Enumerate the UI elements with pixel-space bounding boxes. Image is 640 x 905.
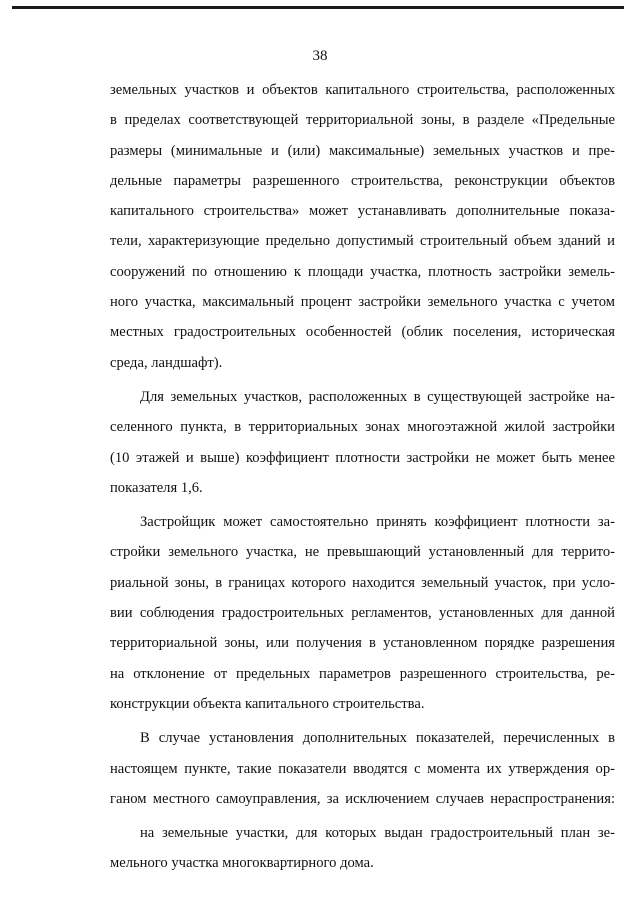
text-line: селенного пункта, в территориальных зонах многоэтажной жилой застройки [110, 419, 615, 436]
text-line: местных градостроительных особенностей (облик поселения, историческая [110, 324, 615, 341]
text-line: капитального строительства» может устанавливать дополнительные показа- [110, 203, 615, 220]
text-line: размеры (минимальные и (или) максимальные) земельных участков и пре- [110, 142, 615, 159]
text-line: земельных участков и объектов капитального строительства, расположенных [110, 82, 615, 98]
text-line: Для земельных участков, расположенных в существующей застройке на- [140, 388, 615, 405]
text-line: на земельные участки, для которых выдан градостроительный план зе- [140, 825, 615, 842]
text-line: сооружений по отношению к площади участка, плотность застройки земель- [110, 263, 615, 280]
paragraph-4 [110, 728, 615, 819]
text-line: ного участка, максимальный процент застройки земельного участка с учетом [110, 294, 615, 311]
text-line: риальной зоны, в границах которого находится земельный участок, при усло- [110, 574, 615, 591]
text-line: среда, ландшафт). [110, 354, 223, 371]
text-line: настоящем пункте, такие показатели вводятся с момента их утверждения ор- [110, 760, 615, 777]
text-line: ганом местного самоуправления, за исключением случаев нераспространения: [110, 790, 615, 807]
paragraph-1 [110, 80, 615, 383]
text-line: вии соблюдения градостроительных регламентов, установленных для данной [110, 605, 615, 622]
document-body [110, 80, 615, 884]
text-line: тели, характеризующие предельно допустимый строительный объем зданий и [110, 233, 615, 250]
text-line: стройки земельного участка, не превышающий установленный для террито- [110, 544, 615, 561]
paragraph-2 [110, 387, 615, 508]
page-number: 38 [312, 48, 328, 64]
text-line: (10 этажей и выше) коэффициент плотности застройки не может быть менее [110, 449, 615, 466]
text-line: дельные параметры разрешенного строительства, реконструкции объектов [110, 172, 615, 189]
text-line: Застройщик может самостоятельно принять коэффициент плотности за- [140, 514, 615, 531]
text-line: в пределах соответствующей территориальной зоны, в разделе «Предельные [110, 112, 615, 129]
header-rule [12, 6, 624, 9]
text-line: на отклонение от предельных параметров разрешенного строительства, ре- [110, 665, 615, 682]
text-line: показателя 1,6. [110, 479, 203, 496]
text-line: мельного участка многоквартирного дома. [110, 855, 374, 872]
paragraph-3 [110, 512, 615, 724]
text-line: территориальной зоны, или получения в установленном порядке разрешения [110, 635, 615, 652]
text-line: конструкции объекта капитального строительства. [110, 695, 425, 712]
text-line: В случае установления дополнительных показателей, перечисленных в [140, 730, 615, 747]
paragraph-5 [110, 823, 615, 884]
